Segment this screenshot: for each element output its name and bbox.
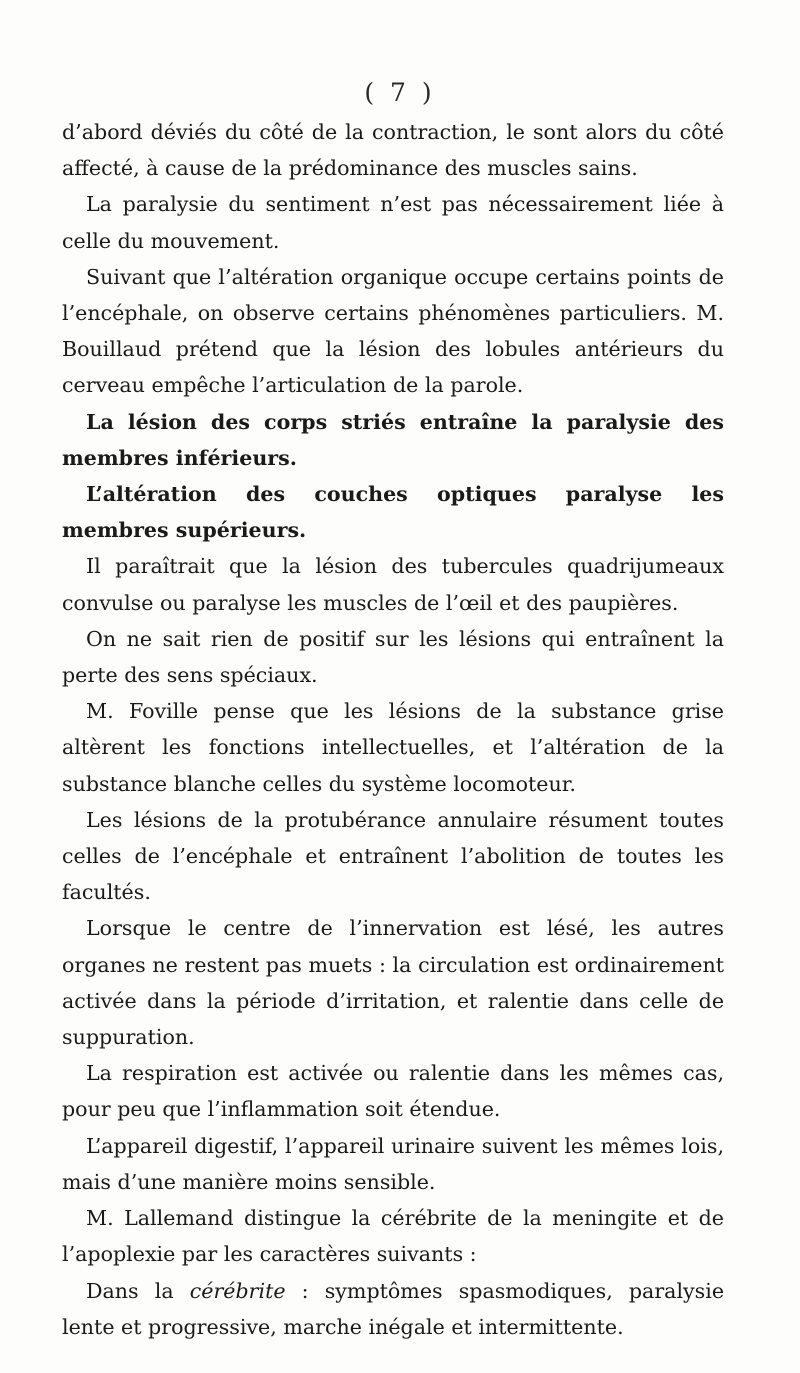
paragraph-14-italic-term: cérébrite <box>189 1278 286 1303</box>
paragraph-14 <box>62 1273 724 1345</box>
paragraph-7: On ne sait rien de positif sur les lésions qui entraînent la perte des sens spéciaux. <box>62 626 724 688</box>
paragraph-6: Il paraîtrait que la lésion des tubercules quadrijumeaux convulse ou paralyse les muscles de l’œil et des paupières. <box>62 554 724 615</box>
paragraph-14-prefix: Dans la <box>86 1278 190 1303</box>
paragraph-2: La paralysie du sentiment n’est pas nécessairement liée à celle du mouvement. <box>62 192 724 253</box>
paragraph-5: L’altération des couches optiques paralyse les membres supérieurs. <box>62 482 724 543</box>
page-number: ( 7 ) <box>364 78 436 107</box>
paragraph-1: d’abord déviés du côté de la contraction, le sont alors du côté affecté, à cause de la prédominance des muscles sains. <box>62 120 724 181</box>
paragraph-14-suffix: : symptômes spasmodiques, paralysie lente et progressive, marche inégale et intermittente. <box>62 1278 725 1339</box>
paragraph-8: M. Foville pense que les lésions de la substance grise altèrent les fonctions intellectuelles, et l’altération de la substance blanche celles du système locomoteur. <box>62 699 724 796</box>
body-text <box>62 114 724 1345</box>
paragraph-10: Lorsque le centre de l’innervation est lésé, les autres organes ne restent pas muets : la circulation est ordinairement activée dans la période d’irritation, et ralentie dans celle de suppuration. <box>62 916 724 1050</box>
paragraph-3: Suivant que l’altération organique occupe certains points de l’encéphale, on observe certains phénomènes particuliers. M. Bouillaud prétend que la lésion des lobules antérieurs du cerveau empêche l’articulation de la parole. <box>62 264 724 398</box>
paragraph-9: Les lésions de la protubérance annulaire résument toutes celles de l’encéphale et entraînent l’abolition de toutes les facultés. <box>62 807 724 905</box>
paragraph-13: M. Lallemand distingue la cérébrite de la meningite et de l’apoplexie par les caractères suivants : <box>62 1206 724 1267</box>
paragraph-11: La respiration est activée ou ralentie dans les mêmes cas, pour peu que l’inflammation soit étendue. <box>62 1061 724 1122</box>
paragraph-12: L’appareil digestif, l’appareil urinaire suivent les mêmes lois, mais d’une manière moins sensible. <box>62 1133 724 1194</box>
paragraph-4: La lésion des corps striés entraîne la paralysie des membres inférieurs. <box>62 409 724 470</box>
